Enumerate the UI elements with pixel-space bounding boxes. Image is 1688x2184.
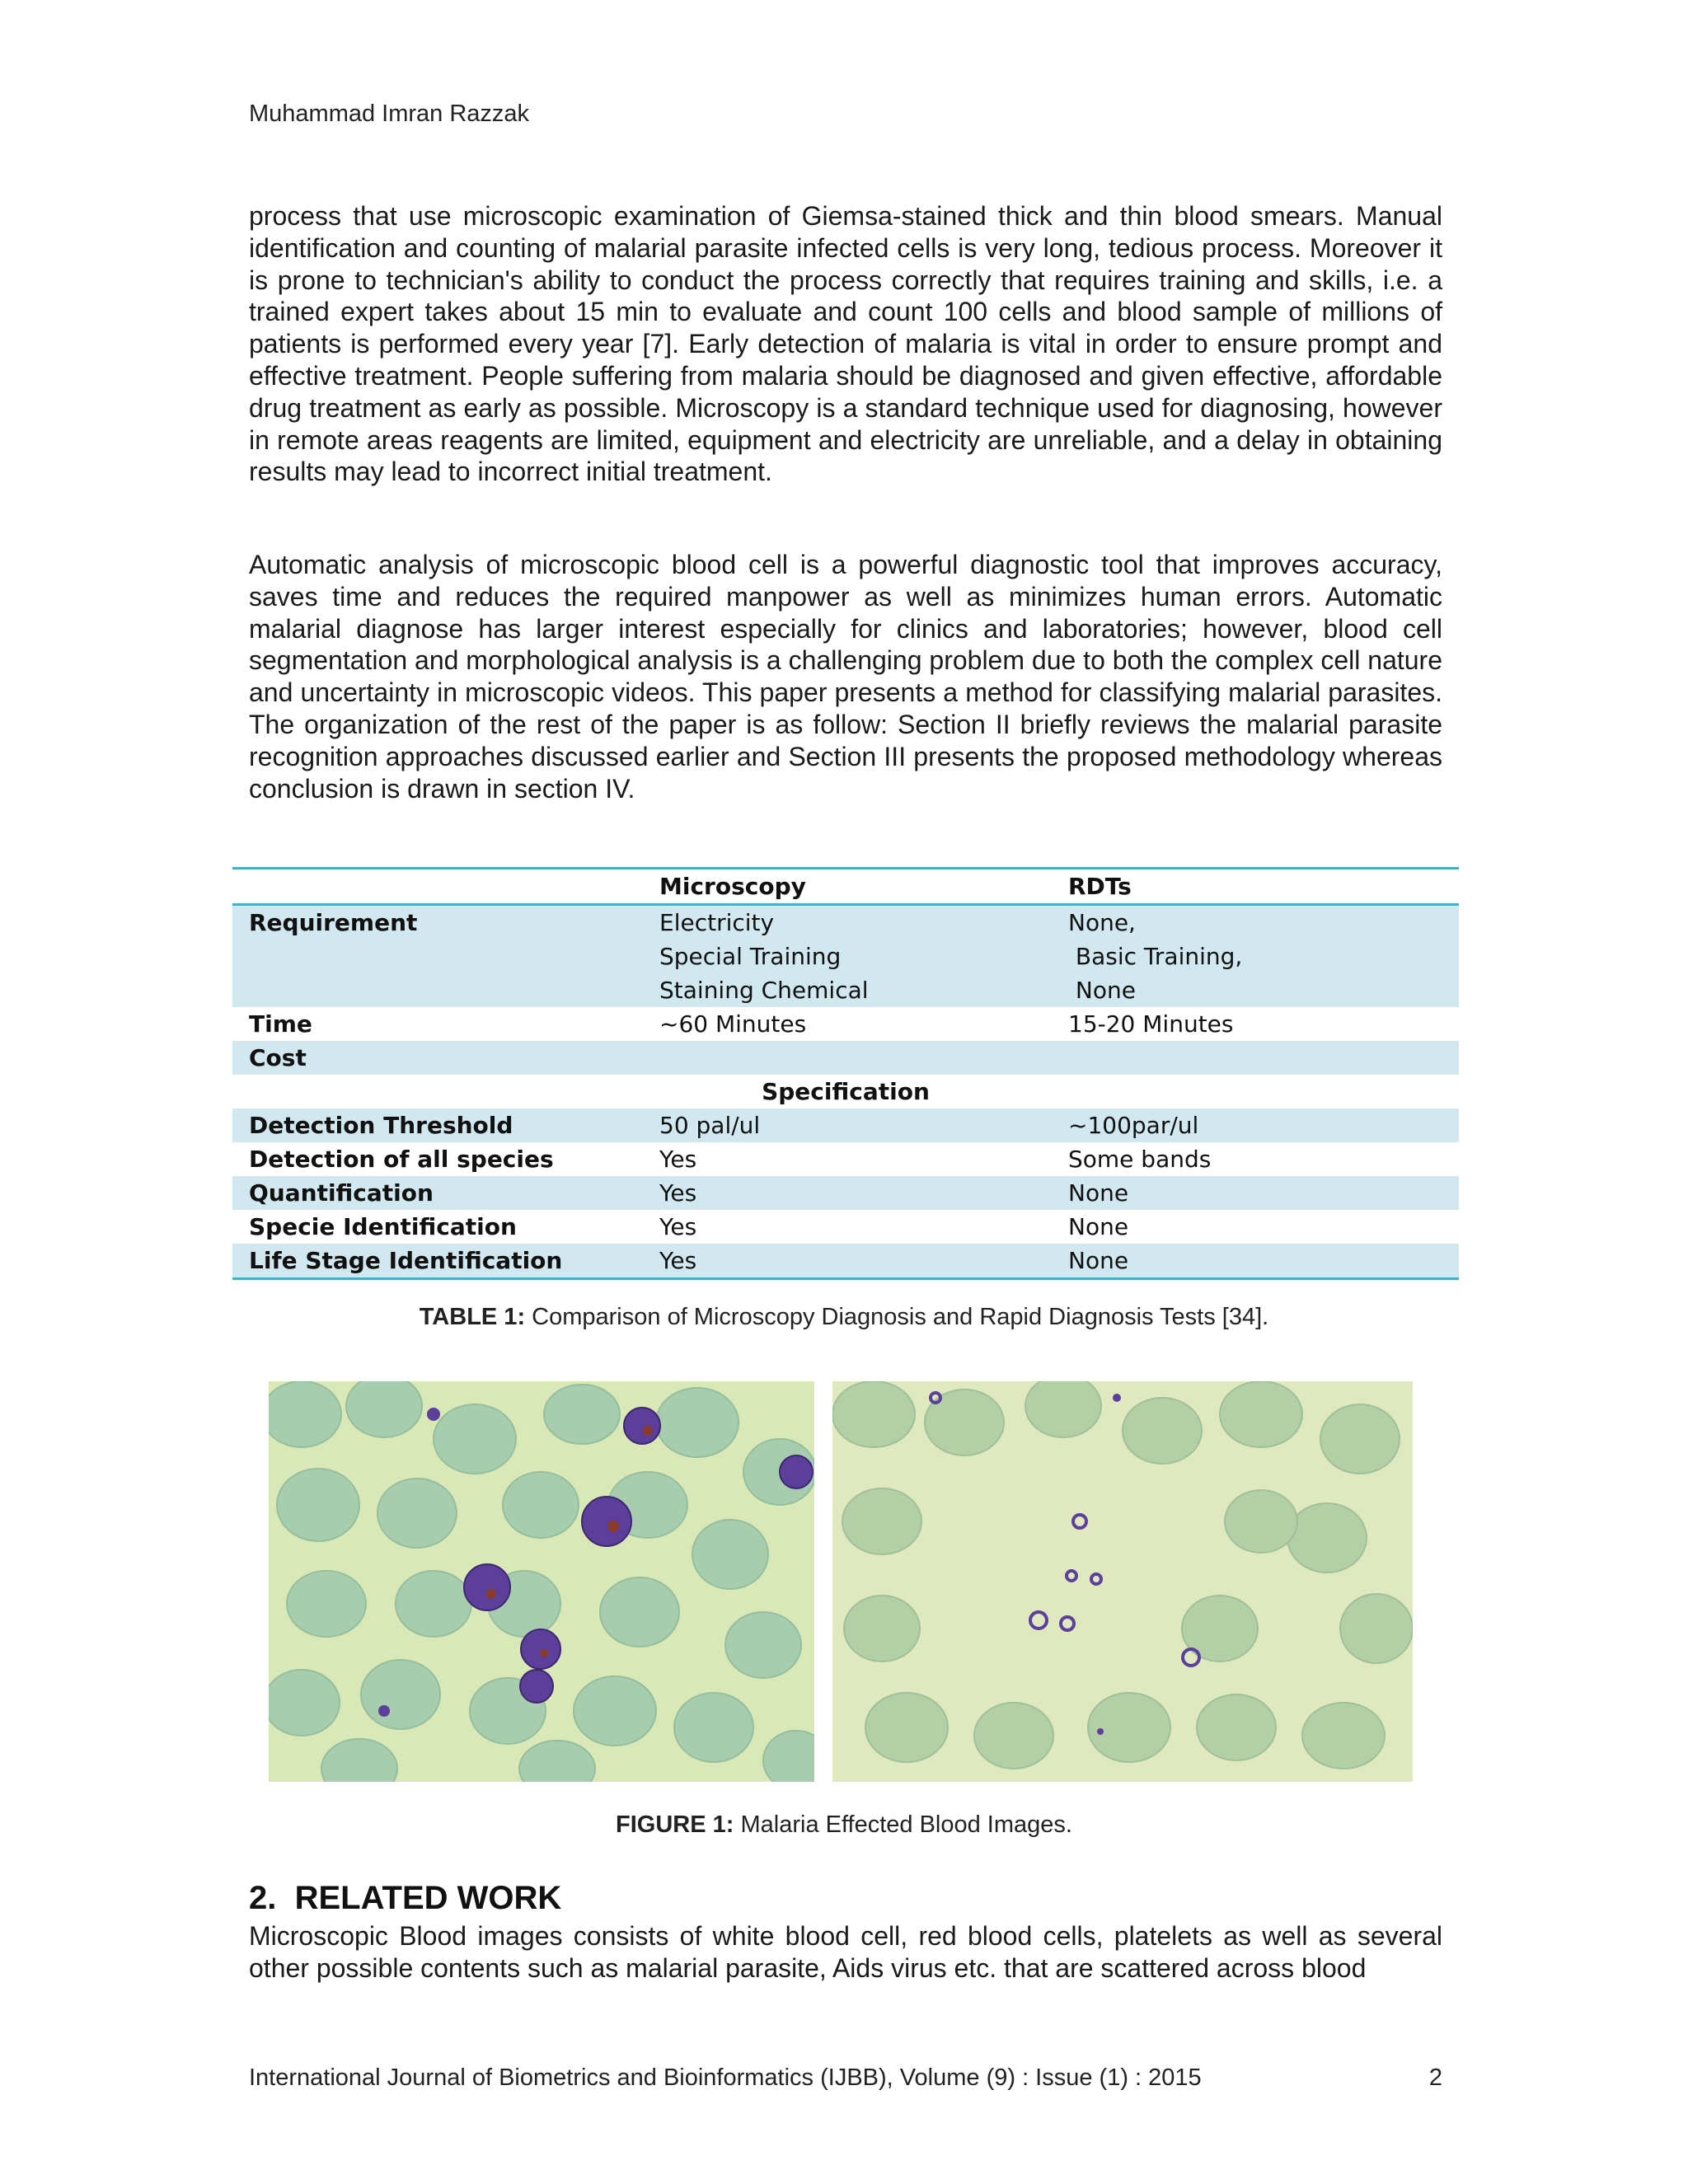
table-header-rdts: RDTs (1052, 869, 1459, 905)
figure-caption (0, 1811, 1688, 1839)
table-row (232, 1244, 1459, 1279)
comparison-table (232, 867, 1459, 1280)
table-row-time (232, 1007, 1459, 1041)
section-heading (249, 1880, 561, 1917)
cell-microscopy: Yes (643, 1176, 1052, 1210)
cell-rdts: ~100par/ul (1052, 1108, 1459, 1142)
blood-smear-illustration-right (832, 1381, 1413, 1782)
cell-line: Staining Chemical (659, 977, 869, 1004)
figure-caption-label: FIGURE 1: (616, 1811, 734, 1838)
table-row-cost (232, 1041, 1459, 1075)
table-header-microscopy: Microscopy (643, 869, 1052, 905)
table-row-specification (232, 1075, 1459, 1108)
row-label: Time (249, 1010, 312, 1038)
cell-rdts (1052, 1041, 1459, 1075)
footer-journal: International Journal of Biometrics and Bioinformatics (IJBB), Volume (9) : Issue (1) : 2015 (249, 2064, 1202, 2091)
requirement-rdts-cell (1052, 905, 1459, 1008)
table-header-cell-empty (232, 869, 643, 905)
row-label: Quantification (232, 1176, 643, 1210)
page-footer (249, 2064, 1442, 2092)
cell-microscopy: ~60 Minutes (659, 1010, 807, 1038)
cell-line: Basic Training, (1068, 943, 1243, 970)
table-caption-label: TABLE 1: (419, 1304, 526, 1330)
cell-rdts: None (1068, 1213, 1129, 1240)
cell-microscopy: Yes (643, 1244, 1052, 1279)
cell-rdts: None (1052, 1176, 1459, 1210)
cell-line: None (1068, 977, 1136, 1004)
row-label: Cost (232, 1041, 643, 1075)
specification-subheader: Specification (762, 1078, 930, 1105)
cell-rdts: None (1052, 1244, 1459, 1279)
body-paragraph-1: process that use microscopic examination of Giemsa-stained thick and thin blood smears. Manual identification and counting of malarial parasite infected cells is very long, tedious process. Moreover it is prone to technician's ability to conduct the process correctly that requires training and skills, i.e. a trained expert takes about 15 min to evaluate and count 100 cells and blood sample of millions of patients is performed every year [7]. Early detection of malaria is vital in order to ensure prompt and effective treatment. People suffering from malaria should be diagnosed and given effective, affordable drug treatment as early as possible. Microscopy is a standard technique used for diagnosing, however in remote areas reagents are limited, equipment and electricity are unreliable, and a delay in obtaining results may lead to incorrect initial treatment. (249, 201, 1442, 487)
cell-rdts: 15-20 Minutes (1068, 1010, 1234, 1038)
table-caption-text: Comparison of Microscopy Diagnosis and Rapid Diagnosis Tests [34]. (525, 1304, 1269, 1330)
section-number: 2. (249, 1880, 277, 1916)
table-row (232, 1108, 1459, 1142)
requirement-microscopy-cell (643, 905, 1052, 1008)
cell-line: Electricity (659, 909, 775, 936)
body-paragraph-2: Automatic analysis of microscopic blood cell is a powerful diagnostic tool that improves accuracy, saves time and reduces the required manpower as well as minimizes human errors. Automatic malarial diagnose has larger interest especially for clinics and laboratories; however, blood cell segmentation and morphological analysis is a challenging problem due to both the complex cell nature and uncertainty in microscopic videos. This paper presents a method for classifying malarial parasites. The organization of the rest of the paper is as follow: Section II briefly reviews the malarial parasite recognition approaches discussed earlier and Section III presents the proposed methodology whereas conclusion is drawn in section IV. (249, 550, 1442, 804)
row-label: Detection Threshold (232, 1108, 643, 1142)
body-paragraph-3: Microscopic Blood images consists of white blood cell, red blood cells, platelets as well as several other possible contents such as malarial parasite, Aids virus etc. that are scattered across blood (249, 1921, 1442, 1983)
row-label: Requirement (232, 905, 643, 1008)
table-caption (0, 1304, 1688, 1331)
footer-page-number: 2 (1428, 2064, 1442, 2091)
row-label: Detection of all species (249, 1146, 554, 1173)
cell-microscopy: Yes (659, 1146, 697, 1173)
section-title: RELATED WORK (294, 1880, 562, 1916)
table-row (232, 1142, 1459, 1176)
row-label: Life Stage Identification (232, 1244, 643, 1279)
cell-rdts: Some bands (1068, 1146, 1212, 1173)
blood-smear-image-left (269, 1381, 814, 1782)
running-header-author: Muhammad Imran Razzak (249, 101, 530, 127)
table-row (232, 1210, 1459, 1244)
row-label: Specie Identification (249, 1213, 517, 1240)
blood-smear-illustration-left (269, 1381, 814, 1782)
table-row-requirement (232, 905, 1459, 1008)
cell-line: Special Training (659, 943, 842, 970)
blood-smear-image-right (832, 1381, 1413, 1782)
figure-caption-text: Malaria Effected Blood Images. (734, 1811, 1072, 1838)
cell-microscopy: Yes (659, 1213, 697, 1240)
table-header-row (232, 869, 1459, 905)
cell-line: None, (1068, 909, 1136, 936)
cell-microscopy: 50 pal/ul (643, 1108, 1052, 1142)
table-row (232, 1176, 1459, 1210)
cell-microscopy (643, 1041, 1052, 1075)
